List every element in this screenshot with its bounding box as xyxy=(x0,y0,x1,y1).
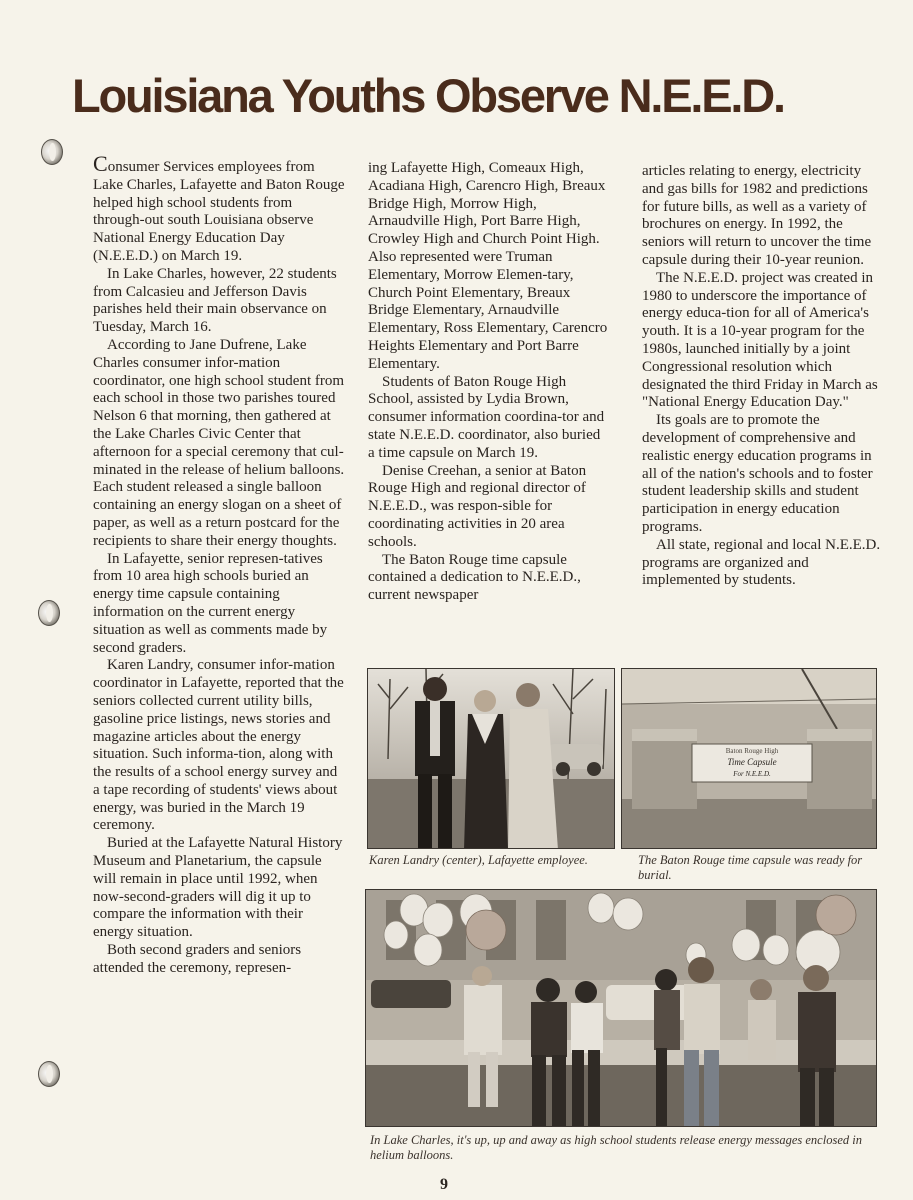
photo-caption-landry: Karen Landry (center), Lafayette employee. xyxy=(369,853,588,867)
article-column-2 xyxy=(368,160,610,605)
dropcap: C xyxy=(93,151,108,176)
headline: Louisiana Youths Observe N.E.E.D. xyxy=(72,69,784,122)
paragraph: articles relating to energy, electricity and gas bills for 1982 and predictions for future bills, as well as a variety of brochures on energy. In 1992, the seniors will return to uncover the time capsule during their 10-year reunion. xyxy=(642,163,872,268)
paragraph-text: onsumer Services employees from Lake Charles, Lafayette and Baton Rouge helped high school students from through-out south Louisiana observe National Energy Education Day (N.E.E.D.) on March 19. xyxy=(93,159,345,264)
photo-time-capsule-image xyxy=(622,669,877,849)
paragraph: Buried at the Lafayette Natural History Museum and Planetarium, the capsule will remain in place until 1992, when now-second-graders will dig it up to compare the information with their energy situation. xyxy=(93,835,343,941)
paragraph: All state, regional and local N.E.E.D. programs are organized and implemented by students. xyxy=(642,536,881,589)
binder-hole-bottom-icon xyxy=(38,1061,60,1087)
photo-caption-capsule: The Baton Rouge time capsule was ready for burial. xyxy=(638,853,863,882)
paragraph xyxy=(93,151,345,266)
paragraph: Students of Baton Rouge High School, assisted by Lydia Brown, consumer information coordina-tor and state N.E.E.D. coordinator, also buried a time capsule on March 19. xyxy=(368,373,605,461)
binder-hole-middle-icon xyxy=(38,600,60,626)
capsule-label-line-2: Time Capsule xyxy=(727,757,777,767)
paragraph: Karen Landry, consumer infor-mation coordinator in Lafayette, reported that the seniors collected current utility bills, gasoline price listings, news stories and magazine articles about the energy situation. Such informa-tion, along with the results of a school energy survey and a tape recording of students' views about energy, was buried in the March 19 ceremony. xyxy=(93,657,344,834)
article-column-1 xyxy=(93,151,345,978)
photo-karen-landry-image xyxy=(368,669,615,849)
paragraph: In Lafayette, senior represen-tatives from 10 area high schools buried an energy time capsule containing information on the current energy situation as well as comments made by second graders. xyxy=(93,550,328,656)
photo-balloon-release-image xyxy=(366,890,877,1127)
photo-caption-balloons: In Lake Charles, it's up, up and away as high school students release energy messages enclosed in helium balloons. xyxy=(370,1133,862,1162)
photo-balloon-release xyxy=(365,889,877,1127)
paragraph: Denise Creehan, a senior at Baton Rouge High and regional director of N.E.E.D., was respon-sible for coordinating activities in 20 area schools. xyxy=(368,462,587,550)
article-column-3 xyxy=(642,163,882,590)
capsule-label-line-1: Baton Rouge High xyxy=(725,747,779,755)
paragraph: Its goals are to promote the development of comprehensive and realistic energy education programs in all of the nation's schools and to foster student leadership skills and student participation in energy education programs. xyxy=(642,412,873,535)
page-number: 9 xyxy=(440,1176,448,1193)
paragraph: ing Lafayette High, Comeaux High, Acadiana High, Carencro High, Breaux Bridge High, Morrow High, Arnaudville High, Port Barre High, Crowley High and Church Point High. Also represented were Truman Elementary, Morrow Elemen-tary, Church Point Elementary, Breaux Bridge Elementary, Arnaudville Elementary, Ross Elementary, Carencro Heights Elementary and Port Barre Elementary. xyxy=(368,160,608,372)
paragraph: In Lake Charles, however, 22 students from Calcasieu and Jefferson Davis parishes held their main observance on Tuesday, March 16. xyxy=(93,265,337,336)
photo-time-capsule xyxy=(621,668,877,849)
paragraph: Both second graders and seniors attended the ceremony, represen- xyxy=(93,942,302,976)
paragraph: The N.E.E.D. project was created in 1980 to underscore the importance of energy educa-tion for all of America's youth. It is a 10-year program for the 1980s, launched initially by a joint Congressional resolution which designated the third Friday in March as "National Energy Education Day." xyxy=(642,269,878,411)
capsule-label-line-3: For N.E.E.D. xyxy=(733,770,771,778)
binder-hole-top-icon xyxy=(41,139,63,165)
paragraph: The Baton Rouge time capsule contained a dedication to N.E.E.D., current newspaper xyxy=(368,551,581,604)
paragraph: According to Jane Dufrene, Lake Charles consumer infor-mation coordinator, one high school student from each school in those two parishes toured Nelson 6 that morning, then gathered at the Lake Charles Civic Center that afternoon for a special ceremony that cul-minated in the release of helium balloons. Each student released a single balloon containing an energy slogan on a sheet of paper, as well as a return postcard for the recipients to share their energy thoughts. xyxy=(93,336,345,549)
photo-karen-landry xyxy=(367,668,615,849)
